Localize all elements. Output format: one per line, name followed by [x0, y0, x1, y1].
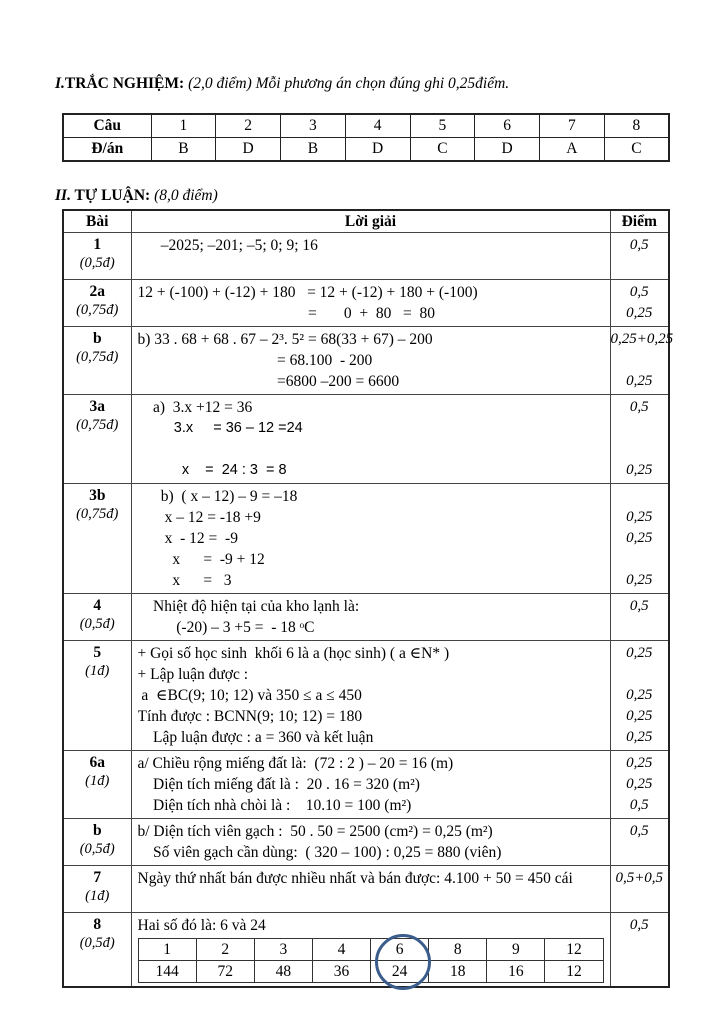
problem-points: (0,5đ): [79, 616, 115, 632]
problem-number-cell: [63, 819, 131, 866]
divisor-cell: 8: [429, 939, 487, 961]
section2-heading-note: (8,0 điểm): [150, 187, 218, 204]
answer-letter-cell: D: [345, 138, 410, 162]
quotient-cell: 24: [371, 961, 429, 983]
score-value: 0,5: [629, 797, 649, 813]
solution-line: Số viên gạch cần dùng: ( 320 – 100) : 0,25 = 880 (viên): [137, 844, 502, 861]
solution-line: –2025; –201; –5; 0; 9; 16: [137, 237, 318, 254]
solution-cell: [131, 395, 610, 484]
solution-row-5: [63, 641, 669, 751]
solution-row-3a: [63, 395, 669, 484]
score-value: 0,5: [629, 284, 649, 300]
score-value: 0,5: [629, 823, 649, 839]
score-cell: [610, 484, 669, 594]
problem-points: (1đ): [85, 773, 110, 789]
score-cell: [610, 395, 669, 484]
solution-line: Nhiệt độ hiện tại của kho lạnh là:: [137, 598, 360, 615]
problem-points: (0,5đ): [79, 255, 115, 271]
divisor-cell: 6: [371, 939, 429, 961]
answer-key-table: [62, 113, 670, 162]
solution-row-2a: [63, 280, 669, 327]
score-value: 0,25: [626, 687, 653, 703]
solution-table: [62, 209, 674, 988]
problem-number: 2a: [89, 283, 105, 300]
problem-points: (0,5đ): [79, 935, 115, 951]
solution-cell: [131, 751, 610, 819]
score-cell: [610, 913, 669, 988]
solution-line: Tính được : BCNN(9; 10; 12) = 180: [137, 708, 363, 725]
solution-line: Diện tích nhà chòi là : 10.10 = 100 (m²): [137, 797, 412, 814]
score-value: 0,25: [626, 373, 653, 389]
answer-letter-cell: B: [281, 138, 346, 162]
solution-line: = 0 + 80 = 80: [137, 305, 435, 322]
quotient-cell: 36: [312, 961, 370, 983]
solution-line: a/ Chiều rộng miếng đất là: (72 : 2 ) – 20 = 16 (m): [137, 755, 454, 772]
problem-points: (0,75đ): [76, 349, 119, 365]
problem-points: (0,75đ): [76, 506, 119, 522]
solution-line: + Gọi số học sinh khối 6 là a (học sinh) ( a ∈N* ): [137, 645, 450, 662]
score-value: 0,25: [626, 530, 653, 546]
score-cell: [610, 641, 669, 751]
problem-number-cell: [63, 913, 131, 988]
score-cell: [610, 819, 669, 866]
problem-number: 5: [93, 644, 102, 661]
question-number-cell: 8: [604, 114, 669, 138]
quotient-cell: 18: [429, 961, 487, 983]
question-number-cell: 4: [345, 114, 410, 138]
solution-row-b: [63, 819, 669, 866]
score-value: 0,25+0,25: [610, 331, 674, 347]
solution-line: x = -9 + 12: [137, 551, 265, 568]
score-value: [611, 439, 669, 460]
solution-line: Ngày thứ nhất bán được nhiều nhất và bán được: 4.100 + 50 = 450 cái: [137, 870, 573, 887]
divisor-table-wrapper: [138, 938, 606, 983]
problem-number: b: [92, 822, 102, 839]
score-value: 0,5: [629, 917, 649, 933]
answer-letter-cell: D: [216, 138, 281, 162]
problem-points: (1đ): [85, 663, 110, 679]
score-value: 0,5: [629, 598, 649, 614]
question-number-cell: 6: [475, 114, 540, 138]
section2-heading-label: TỰ LUẬN:: [70, 187, 151, 204]
section1-heading-note: (2,0 điểm) Mỗi phương án chọn đúng ghi 0,25điểm.: [184, 75, 510, 92]
solution-row-3b: [63, 484, 669, 594]
solution-line: Hai số đó là: 6 và 24: [137, 917, 266, 934]
solution-line: = 68.100 - 200: [137, 352, 373, 369]
problem-points: (1đ): [85, 888, 110, 904]
solution-cell: [131, 913, 610, 988]
solution-line: Lập luận được : a = 360 và kết luận: [137, 729, 374, 746]
problem-points: (0,75đ): [76, 417, 119, 433]
solution-line: (-20) – 3 +5 = - 18 ᵒC: [137, 619, 315, 636]
answer-header-cell: Đ/án: [63, 138, 151, 162]
solution-cell: [131, 819, 610, 866]
divisor-cell: 1: [138, 939, 196, 961]
divisor-cell: 2: [196, 939, 254, 961]
score-value: [611, 486, 669, 507]
solution-line: b) 33 . 68 + 68 . 67 – 2³. 5² = 68(33 + 67) – 200: [137, 331, 433, 348]
column-header-diem: Điểm: [610, 210, 669, 233]
score-value: 0,25: [626, 708, 653, 724]
problem-number-cell: [63, 641, 131, 751]
solution-cell: [131, 484, 610, 594]
solution-cell: [131, 594, 610, 641]
score-value: 0,5: [629, 399, 649, 415]
divisor-cell: 3: [254, 939, 312, 961]
solution-row-7: [63, 866, 669, 913]
score-value: 0,25: [626, 305, 653, 321]
solution-line: 3.x = 36 – 12 =24: [137, 420, 303, 436]
section2-heading-prefix: II.: [55, 187, 71, 204]
solution-line: b/ Diện tích viên gạch : 50 . 50 = 2500 (cm²) = 0,25 (m²): [137, 823, 493, 840]
section1-heading: [55, 74, 670, 94]
score-cell: [610, 327, 674, 395]
solution-line: [138, 256, 607, 277]
solution-cell: [131, 866, 610, 913]
solution-line: a) 3.x +12 = 36: [137, 399, 253, 416]
score-value: 0,25: [626, 776, 653, 792]
column-header-bai: Bài: [63, 210, 131, 233]
problem-number-cell: [63, 327, 131, 395]
solution-row-b: [63, 327, 669, 395]
score-value: [611, 418, 669, 439]
score-cell: [610, 751, 669, 819]
solution-table-header-row: [63, 210, 669, 233]
quotient-cell: 12: [545, 961, 603, 983]
quotient-cell: 72: [196, 961, 254, 983]
problem-number: 8: [93, 916, 102, 933]
solution-line: x = 24 : 3 = 8: [137, 462, 287, 478]
divisor-cell: 9: [487, 939, 545, 961]
problem-number: 3a: [89, 398, 105, 415]
answer-letter-cell: C: [410, 138, 475, 162]
quotient-row: [138, 961, 603, 983]
score-value: 0,5: [629, 237, 649, 253]
problem-number-cell: [63, 594, 131, 641]
answer-letter-cell: C: [604, 138, 669, 162]
problem-number: 1: [93, 236, 102, 253]
score-cell: [610, 594, 669, 641]
solution-line: x - 12 = -9: [137, 530, 238, 547]
solution-line: [138, 889, 607, 910]
problem-points: (0,75đ): [76, 302, 119, 318]
score-value: 0,5+0,5: [615, 870, 664, 886]
quotient-cell: 16: [487, 961, 545, 983]
score-value: 0,25: [626, 755, 653, 771]
problem-number-cell: [63, 233, 131, 280]
solution-line: =6800 –200 = 6600: [137, 373, 400, 390]
problem-number-cell: [63, 751, 131, 819]
solution-row-1: [63, 233, 669, 280]
solution-row-4: [63, 594, 669, 641]
solution-line: b) ( x – 12) – 9 = –18: [137, 488, 298, 505]
solution-row-8: [63, 913, 669, 988]
score-value: 0,25: [626, 645, 653, 661]
score-value: 0,25: [626, 572, 653, 588]
divisor-row: [138, 939, 603, 961]
problem-number-cell: [63, 866, 131, 913]
question-number-cell: 3: [281, 114, 346, 138]
solution-line: a ∈BC(9; 10; 12) và 350 ≤ a ≤ 450: [137, 687, 362, 704]
section1-heading-prefix: I.: [55, 75, 65, 92]
solution-line: Diện tích miếng đất là : 20 . 16 = 320 (m²): [137, 776, 420, 793]
answer-table-answer-row: [63, 138, 669, 162]
quotient-cell: 144: [138, 961, 196, 983]
problem-number: 7: [93, 869, 102, 886]
problem-number: 6a: [89, 754, 105, 771]
divisor-cell: 4: [312, 939, 370, 961]
question-number-cell: 2: [216, 114, 281, 138]
solution-line: x – 12 = -18 +9: [137, 509, 261, 526]
column-header-loigiai: Lời giải: [131, 210, 610, 233]
problem-number-cell: [63, 395, 131, 484]
score-value: [611, 350, 669, 371]
quotient-cell: 48: [254, 961, 312, 983]
divisor-table: [138, 938, 604, 983]
score-value: 0,25: [626, 729, 653, 745]
score-cell: [610, 280, 669, 327]
solution-line: + Lập luận được :: [137, 666, 249, 683]
question-number-cell: 5: [410, 114, 475, 138]
score-value: 0,25: [626, 509, 653, 525]
answer-letter-cell: D: [475, 138, 540, 162]
question-number-cell: 7: [540, 114, 605, 138]
problem-number: b: [92, 330, 102, 347]
answer-table-question-row: [63, 114, 669, 138]
answer-letter-cell: B: [151, 138, 216, 162]
question-header-cell: Câu: [63, 114, 151, 138]
score-value: 0,25: [626, 462, 653, 478]
solution-cell: [131, 641, 610, 751]
score-cell: [610, 233, 669, 280]
score-value: [611, 664, 669, 685]
score-value: [611, 549, 669, 570]
problem-number: 4: [93, 597, 102, 614]
divisor-cell: 12: [545, 939, 603, 961]
solution-row-6a: [63, 751, 669, 819]
answer-letter-cell: A: [540, 138, 605, 162]
solution-cell: [131, 280, 610, 327]
problem-number-cell: [63, 484, 131, 594]
problem-points: (0,5đ): [79, 841, 115, 857]
solution-line: [138, 439, 607, 460]
solution-cell: [131, 327, 610, 395]
problem-number: 3b: [89, 487, 106, 504]
solution-line: x = 3: [137, 572, 232, 589]
solution-cell: [131, 233, 610, 280]
score-cell: [610, 866, 669, 913]
solution-line: 12 + (-100) + (-12) + 180 = 12 + (-12) + 180 + (-100): [137, 284, 478, 301]
question-number-cell: 1: [151, 114, 216, 138]
section2-heading: [55, 186, 670, 206]
problem-number-cell: [63, 280, 131, 327]
section1-heading-label: TRẮC NGHIỆM:: [64, 75, 185, 92]
